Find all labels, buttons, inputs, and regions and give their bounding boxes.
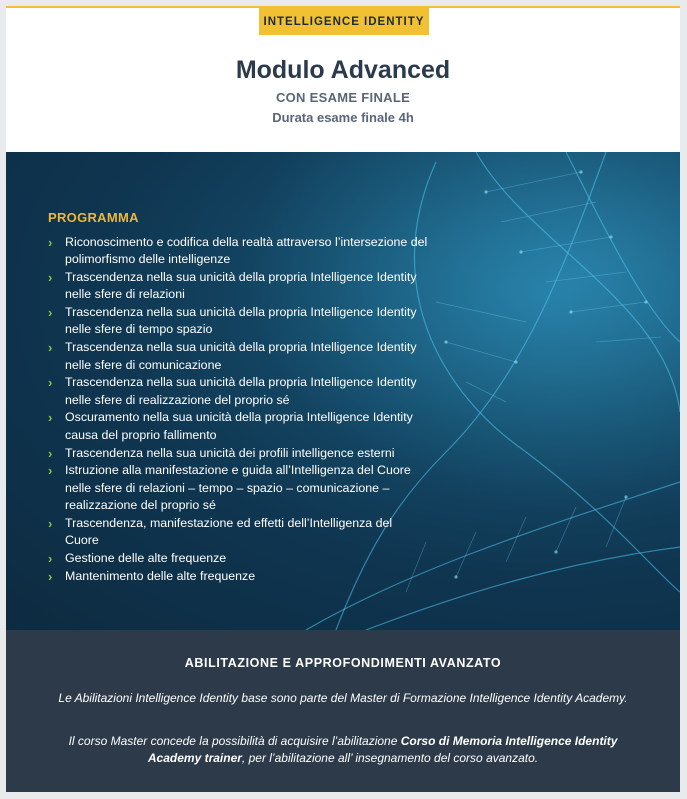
programma-item [48,462,428,514]
programma-item [48,304,428,339]
programma-item-text: Trascendenza nella sua unicità dei profili intelligence esterni [65,445,395,460]
page-frame [6,6,680,792]
programma-item [48,550,428,567]
programma-item [48,269,428,304]
programma-item [48,234,428,269]
abilitazione-title: ABILITAZIONE E APPROFONDIMENTI AVANZATO [184,656,502,670]
abilitazione-paragraph-2 [46,733,640,766]
chevron-right-icon: › [48,305,53,321]
paragraph-2-suffix: , per l’abilitazione all’ insegnamento del corso avanzato. [241,750,539,765]
programma-item-text: Trascendenza nella sua unicità della propria Intelligence Identity nelle sfere di realizzazione del proprio sé [65,375,417,407]
programma-section [6,152,680,630]
programma-list [48,234,428,585]
programma-item [48,374,428,409]
chevron-right-icon: › [48,445,53,461]
chevron-right-icon: › [48,550,53,566]
programma-item [48,568,428,585]
chevron-right-icon: › [48,515,53,531]
programma-item-text: Trascendenza, manifestazione ed effetti dell’Intelligenza del Cuore [65,515,393,548]
abilitazione-section [6,630,680,792]
programma-item-text: Trascendenza nella sua unicità della propria Intelligence Identity nelle sfere di relazioni [65,270,417,302]
chevron-right-icon: › [48,375,53,391]
page-title: Modulo Advanced [235,56,451,84]
programma-item-text: Riconoscimento e codifica della realtà attraverso l’intersezione del polimorfismo delle intelligenze [65,235,428,267]
programma-item-text: Istruzione alla manifestazione e guida all’Intelligenza del Cuore nelle sfere di relazioni – tempo – spazio – comunicazione – realizzazione del proprio sé [65,463,411,512]
chevron-right-icon: › [48,410,53,426]
programma-item [48,409,428,444]
exam-duration: Durata esame finale 4h [272,110,414,125]
programma-item-text: Mantenimento delle alte frequenze [65,568,256,583]
programma-item-text: Oscuramento nella sua unicità della propria Intelligence Identity causa del proprio fallimento [65,410,413,442]
programma-item-text: Trascendenza nella sua unicità della propria Intelligence Identity nelle sfere di tempo spazio [65,305,417,337]
abilitazione-paragraph-1: Le Abilitazioni Intelligence Identity base sono parte del Master di Formazione Intelligence Identity Academy. [58,691,628,705]
category-tag: INTELLIGENCE IDENTITY [259,8,429,35]
chevron-right-icon: › [48,463,53,479]
paragraph-2-prefix: Il corso Master concede la possibilità di acquisire l’abilitazione [68,734,401,748]
chevron-right-icon: › [48,340,53,356]
chevron-right-icon: › [48,568,53,584]
chevron-right-icon: › [48,235,53,250]
programma-item-text: Gestione delle alte frequenze [65,550,227,565]
programma-title: PROGRAMMA [48,210,139,225]
trainer-course-name: Corso di Memoria Intelligence Identity Academy trainer [147,734,618,765]
page-subtitle: CON ESAME FINALE [275,90,411,105]
programma-item [48,515,428,550]
programma-item [48,339,428,374]
programma-item-text: Trascendenza nella sua unicità della propria Intelligence Identity nelle sfere di comunicazione [65,340,417,372]
chevron-right-icon: › [48,270,53,286]
programma-item [48,445,428,462]
